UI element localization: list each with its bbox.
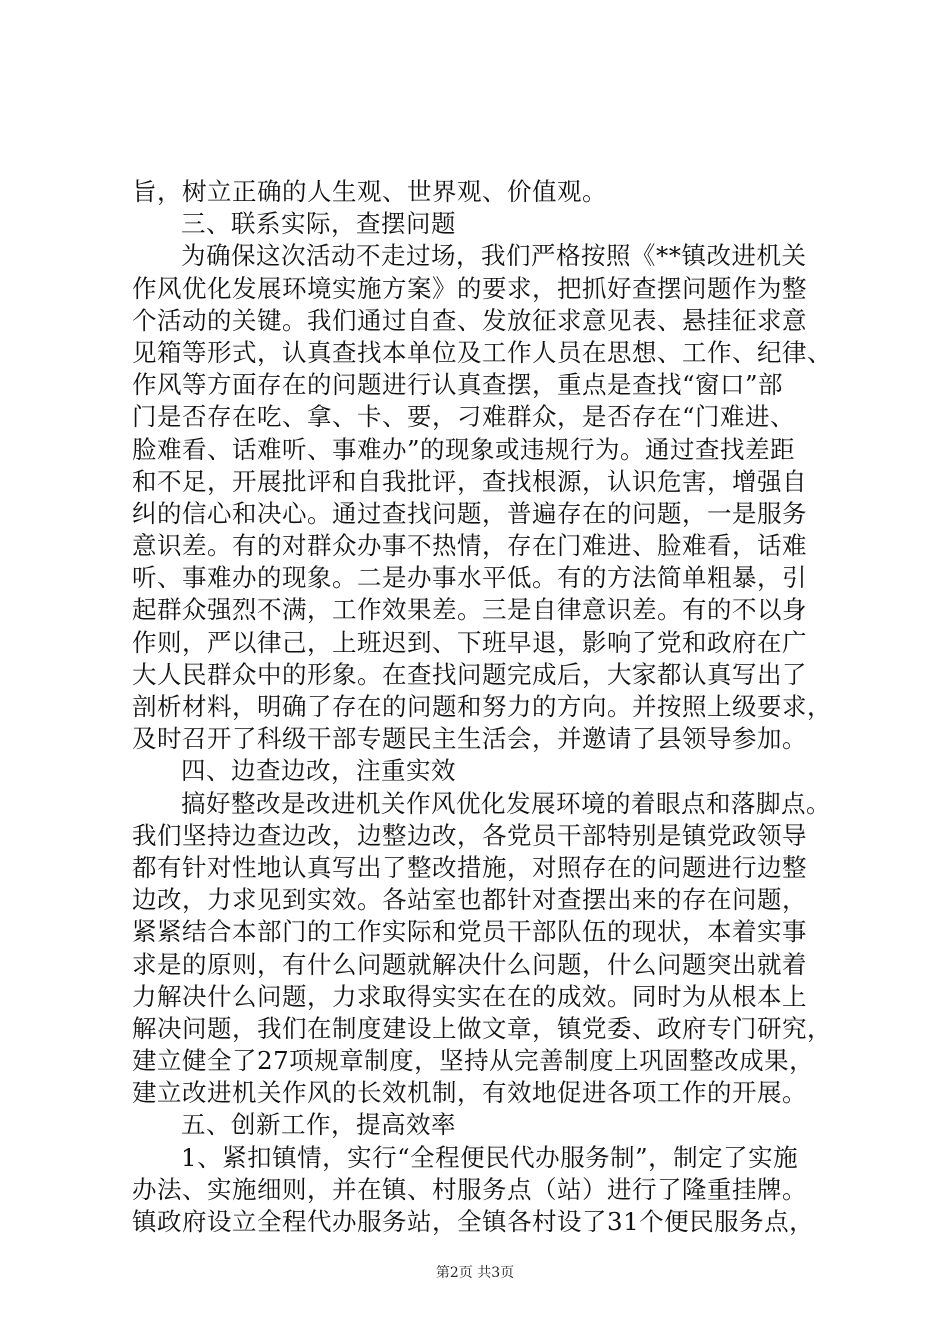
text-line: 作则，严以律己，上班迟到、下班早退，影响了党和政府在广 (132, 627, 807, 657)
text-line: 五、创新工作，提高效率 (181, 1110, 456, 1140)
text-line: 和不足，开展批评和自我批评，查找根源，认识危害，增强自 (132, 466, 807, 496)
text-line: 建立改进机关作风的长效机制，有效地促进各项工作的开展。 (132, 1078, 807, 1108)
text-line: 解决问题，我们在制度建设上做文章，镇党委、政府专门研究， (132, 1013, 832, 1043)
text-line: 门是否存在吃、拿、卡、要，刁难群众，是否存在“门难进、 (132, 402, 796, 432)
text-line: 意识差。有的对群众办事不热情，存在门难进、脸难看，话难 (132, 531, 807, 561)
text-line: 力解决什么问题，力求取得实实在在的成效。同时为从根本上 (132, 981, 807, 1011)
text-line: 纠的信心和决心。通过查找问题，普遍存在的问题，一是服务 (132, 498, 807, 528)
page-footer: 第2页 共3页 (435, 1265, 515, 1281)
text-line: 求是的原则，有什么问题就解决什么问题，什么问题突出就着 (132, 949, 807, 979)
text-line: 边改，力求见到实效。各站室也都针对查摆出来的存在问题， (132, 885, 807, 915)
text-line: 办法、实施细则，并在镇、村服务点（站）进行了隆重挂牌。 (132, 1174, 807, 1204)
text-line: 见箱等形式，认真查找本单位及工作人员在思想、工作、纪律、 (132, 337, 832, 367)
text-line: 听、事难办的现象。二是办事水平低。有的方法简单粗暴，引 (132, 563, 807, 593)
text-line: 脸难看、话难听、事难办”的现象或违规行为。通过查找差距 (132, 434, 796, 464)
body-text (132, 176, 852, 1238)
text-line: 起群众强烈不满，工作效果差。三是自律意识差。有的不以身 (132, 595, 807, 625)
text-line: 作风优化发展环境实施方案》的要求，把抓好查摆问题作为整 (132, 273, 807, 303)
text-line: 三、联系实际，查摆问题 (181, 209, 456, 239)
text-line: 都有针对性地认真写出了整改措施，对照存在的问题进行边整 (132, 852, 807, 882)
text-line: 我们坚持边查边改，边整边改，各党员干部特别是镇党政领导 (132, 820, 807, 850)
text-line: 大人民群众中的形象。在查找问题完成后，大家都认真写出了 (132, 659, 807, 689)
text-line: 搞好整改是改进机关作风优化发展环境的着眼点和落脚点。 (181, 788, 831, 818)
text-line: 作风等方面存在的问题进行认真查摆，重点是查找“窗口”部 (132, 370, 784, 400)
text-line: 四、边查边改，注重实效 (181, 756, 456, 786)
text-line: 剖析材料，明确了存在的问题和努力的方向。并按照上级要求， (132, 692, 832, 721)
text-line: 1、紧扣镇情，实行“全程便民代办服务制”，制定了实施 (181, 1142, 799, 1172)
text-line: 紧紧结合本部门的工作实际和党员干部队伍的现状，本着实事 (132, 917, 807, 947)
text-line: 及时召开了科级干部专题民主生活会，并邀请了县领导参加。 (132, 724, 807, 754)
text-line: 为确保这次活动不走过场，我们严格按照《**镇改进机关 (181, 241, 807, 271)
text-line: 个活动的关键。我们通过自查、发放征求意见表、悬挂征求意 (132, 305, 807, 335)
text-line: 旨，树立正确的人生观、世界观、价值观。 (132, 177, 607, 206)
text-line: 镇政府设立全程代办服务站，全镇各村设了31个便民服务点， (132, 1207, 815, 1236)
text-line: 建立健全了27项规章制度，坚持从完善制度上巩固整改成果， (132, 1046, 815, 1076)
